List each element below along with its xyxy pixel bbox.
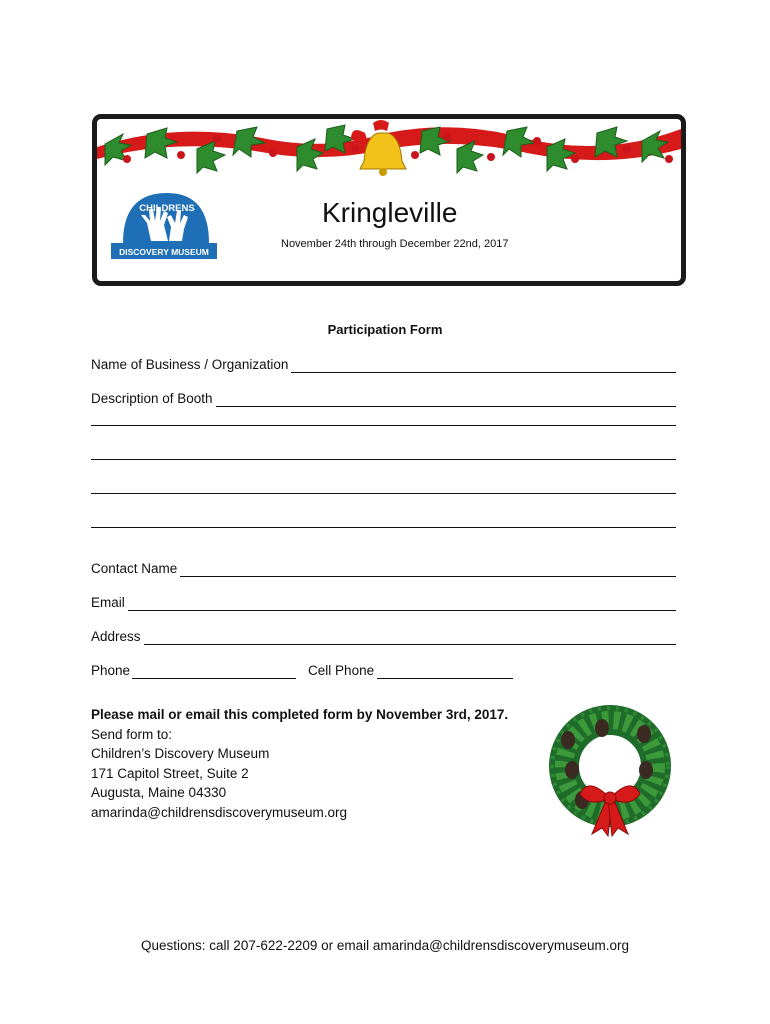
header-banner (92, 114, 686, 286)
form-title: Participation Form (327, 322, 443, 337)
holly-garland-decoration (97, 119, 681, 189)
business-name-field (91, 355, 676, 373)
description-line-5[interactable] (91, 527, 676, 528)
christmas-wreath-icon (540, 700, 680, 840)
questions-footer: Questions: call 207-622-2209 or email amarinda@childrensdiscoverymuseum.org (141, 938, 629, 953)
address-line[interactable] (144, 632, 676, 645)
contact-name-line[interactable] (180, 564, 676, 577)
phone-line[interactable] (132, 666, 296, 679)
email-line[interactable] (128, 598, 676, 611)
booth-description-line[interactable] (216, 394, 676, 407)
cell-phone-line[interactable] (377, 666, 513, 679)
business-name-label: Name of Business / Organization (91, 357, 289, 372)
museum-name: Children’s Discovery Museum (91, 746, 270, 761)
address-field (91, 627, 676, 645)
contact-name-label: Contact Name (91, 561, 178, 576)
description-line-3[interactable] (91, 459, 676, 460)
phone-label: Phone (91, 663, 131, 678)
description-line-2[interactable] (91, 425, 676, 426)
city-state-zip: Augusta, Maine 04330 (91, 785, 227, 800)
phone-fields (91, 661, 551, 679)
booth-description-label: Description of Booth (91, 391, 213, 406)
deadline-text: Please mail or email this completed form by November 3rd, 2017. (91, 707, 509, 722)
booth-description-field (91, 389, 676, 407)
street-address: 171 Capitol Street, Suite 2 (91, 765, 249, 781)
event-title: Kringleville (322, 197, 458, 228)
email-field (91, 593, 676, 611)
description-line-4[interactable] (91, 493, 676, 494)
cell-phone-label: Cell Phone (308, 663, 375, 678)
svg-text:CHILDRENS: CHILDRENS (139, 203, 195, 214)
address-label: Address (91, 629, 141, 644)
business-name-line[interactable] (291, 360, 676, 373)
mailing-instructions (91, 705, 508, 822)
send-to-label: Send form to: (91, 726, 173, 742)
svg-text:DISCOVERY MUSEUM: DISCOVERY MUSEUM (119, 247, 209, 257)
contact-email: amarinda@childrensdiscoverymuseum.org (91, 804, 348, 820)
event-dates: November 24th through December 22nd, 2017 (281, 238, 509, 250)
childrens-discovery-museum-logo (109, 187, 219, 265)
contact-name-field (91, 559, 676, 577)
email-label: Email (91, 595, 125, 610)
